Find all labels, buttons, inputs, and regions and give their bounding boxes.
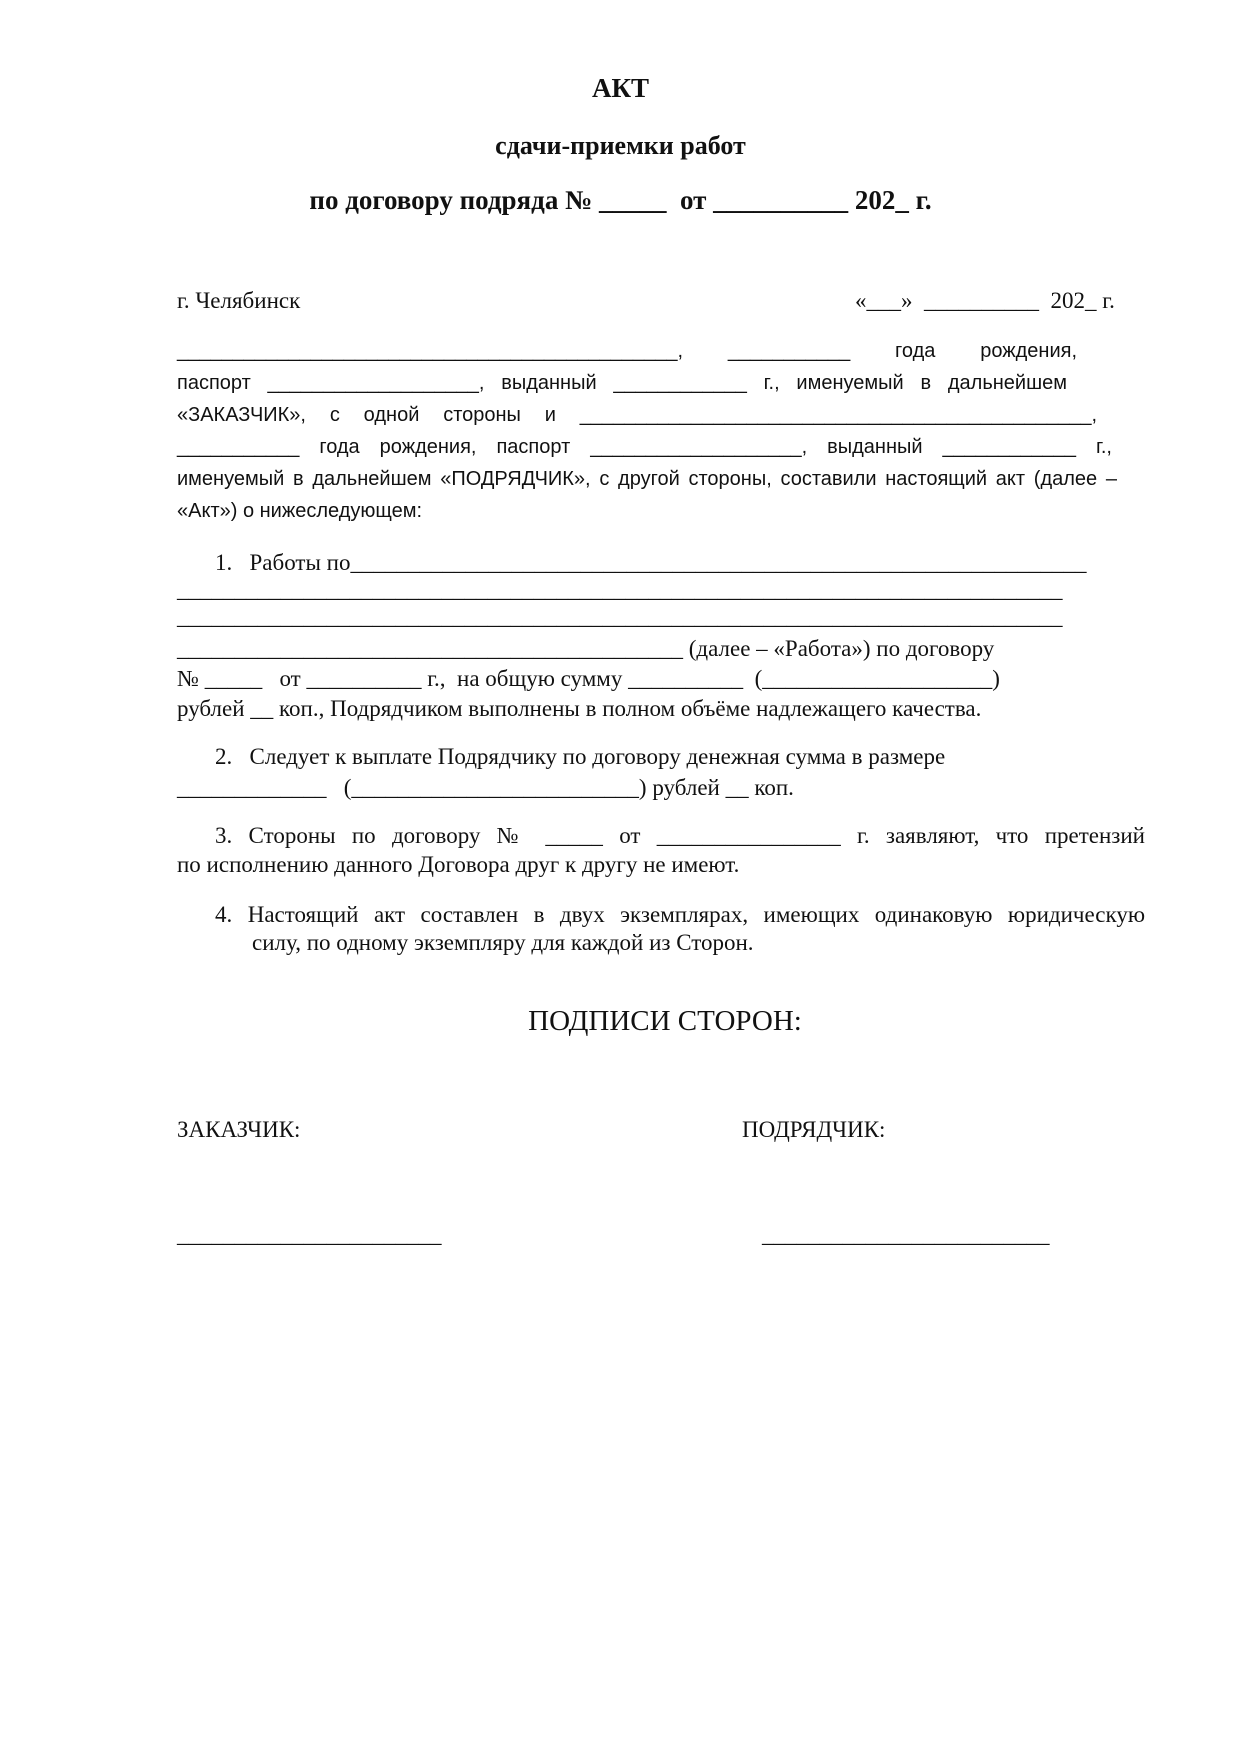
item-4-line-2: силу, по одному экземпляру для каждой из Сторон.	[252, 930, 754, 955]
contractor-label: ПОДРЯДЧИК:	[742, 1117, 886, 1142]
parties-line-6: «Акт») о нижеследующем:	[177, 500, 423, 522]
contract-reference: по договору подряда № _____ от __________ 202_ г.	[309, 185, 932, 215]
item-2-line-1: 2. Следует к выплате Подрядчику по договору денежная сумма в размере	[215, 744, 946, 769]
item-1-line-4: ____________________________________________ (далее – «Работа») по договору	[177, 636, 995, 661]
document-subtitle: сдачи-приемки работ	[495, 131, 746, 160]
item-3-line-2: по исполнению данного Договора друг к другу не имеют.	[177, 852, 740, 877]
item-1-line-2: _____________________________________________________________________________	[177, 577, 1063, 602]
item-1-line-1: 1. Работы по________________________________________________________________	[215, 550, 1087, 575]
item-1-line-5: № _____ от __________ г., на общую сумму __________ (____________________)	[177, 666, 1000, 691]
item-4-line-1: 4. Настоящий акт составлен в двух экземплярах, имеющих одинаковую юридическую	[215, 902, 1145, 927]
parties-line-4: ___________ года рождения, паспорт ___________________, выданный ____________ г.,	[177, 436, 1112, 458]
city: г. Челябинск	[177, 288, 301, 313]
parties-line-2: паспорт ___________________, выданный ____________ г., именуемый в дальнейшем	[177, 372, 1067, 394]
contractor-signature-line: _________________________	[762, 1222, 1050, 1247]
item-1-line-3: _____________________________________________________________________________	[177, 604, 1063, 629]
item-1-line-6: рублей __ коп., Подрядчиком выполнены в полном объёме надлежащего качества.	[177, 696, 982, 721]
parties-line-3: «ЗАКАЗЧИК», с одной стороны и ______________________________________________,	[177, 404, 1097, 426]
customer-signature-line: _______________________	[177, 1222, 442, 1247]
parties-line-5: именуемый в дальнейшем «ПОДРЯДЧИК», с другой стороны, составили настоящий акт (далее –	[177, 468, 1117, 490]
document-title: АКТ	[591, 73, 650, 103]
document-date: «___» __________ 202_ г.	[855, 288, 1115, 313]
parties-line-1: _____________________________________________, ___________ года рождения,	[177, 340, 1077, 362]
signatures-heading: ПОДПИСИ СТОРОН:	[528, 1005, 802, 1037]
item-3-line-1: 3. Стороны по договору № _____ от ________________ г. заявляют, что претензий	[215, 823, 1145, 848]
customer-label: ЗАКАЗЧИК:	[177, 1117, 301, 1142]
item-2-line-2: _____________ (_________________________) рублей __ коп.	[177, 775, 794, 800]
